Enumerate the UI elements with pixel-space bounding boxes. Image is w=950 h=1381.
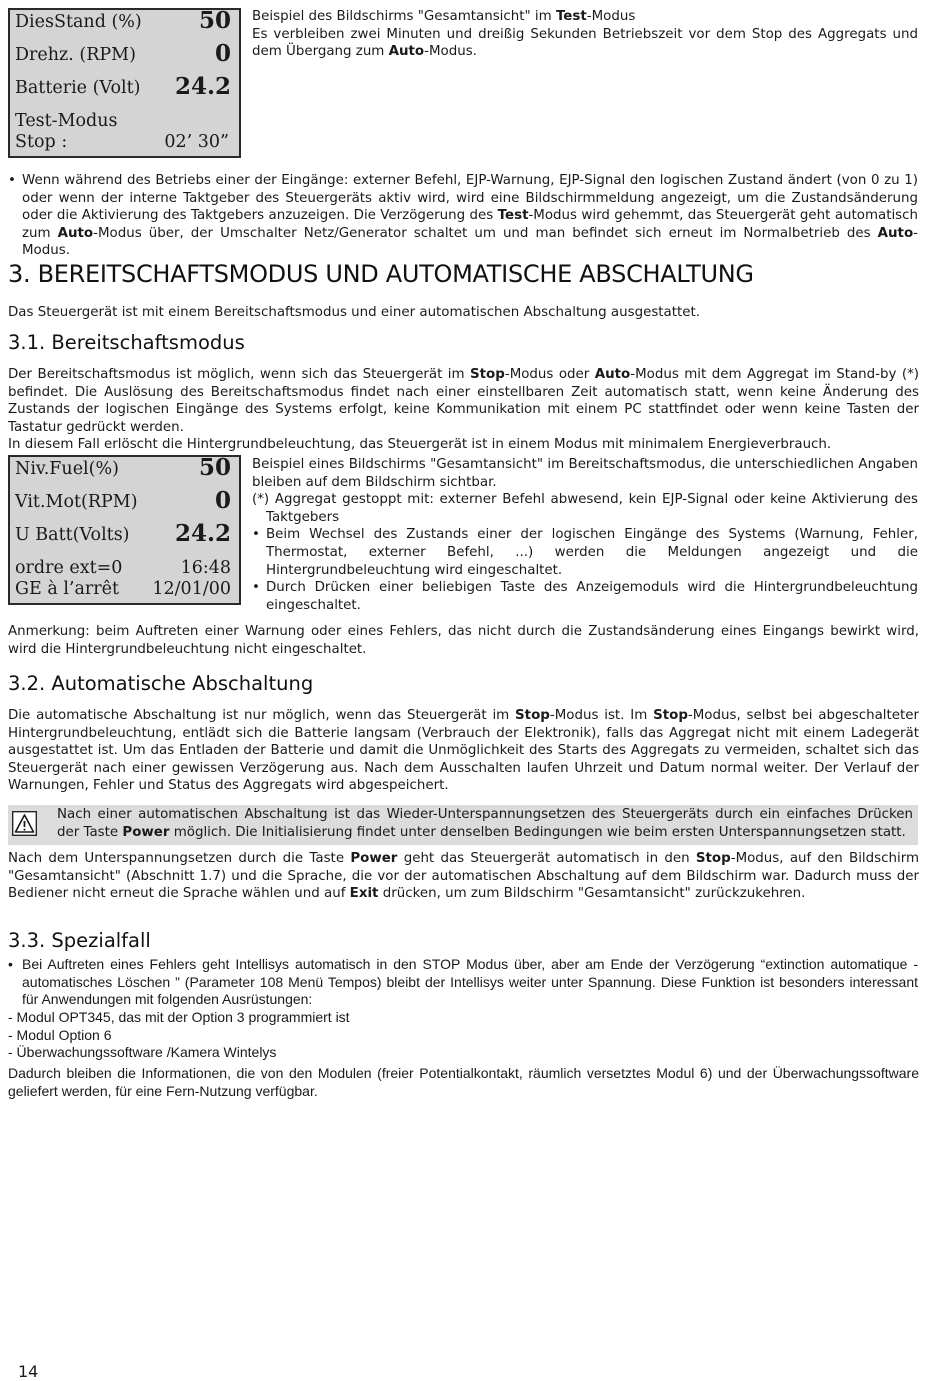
bullet-dot-icon: •: [8, 956, 13, 972]
bold-text: Power: [122, 824, 170, 840]
bold-text: Stop: [653, 708, 688, 723]
bold-text: Test: [497, 208, 529, 224]
caption-test-mode: [252, 8, 918, 61]
list-item: - Modul OPT345, das mit der Option 3 programmiert ist: [8, 1009, 350, 1025]
lcd-label: DiesStand (%): [15, 12, 142, 32]
remark-paragraph: Anmerkung: beim Auftreten einer Warnung oder eines Fehlers, das nicht durch die Zustandsänderung eines Eingangs bewirkt wird, wird die Hintergrundbeleuchtung nicht eingeschaltet.: [8, 624, 919, 657]
text: möglich. Die Initialisierung findet unter denselben Bedingungen wie beim ersten Unterspannungsetzen statt.: [169, 824, 906, 840]
text: Durch Drücken einer beliebigen Taste des Anzeigemoduls wird die Hintergrundbeleuchtung eingeschaltet.: [266, 580, 918, 613]
bullet-dot-icon: •: [252, 580, 260, 596]
text: -Modus, auf den Bildschirm "Gesamtansicht" (Abschnitt 1.7) und die Sprache, die vor der automatischen Abschaltung auf dem Bildschirm war. Dadurch muss der Bediener nicht erneut die Sprache wählen und auf: [8, 851, 920, 902]
section-3-2-paragraph-2: [8, 850, 919, 903]
page-number: 14: [18, 1362, 39, 1381]
lcd-value: 50: [198, 454, 231, 481]
lcd-display-test-mode: [8, 8, 241, 158]
text: In diesem Fall erlöscht die Hintergrundbeleuchtung, das Steuergerät ist in einem Modus mit minimalem Energieverbrauch.: [8, 437, 832, 453]
bullet-dot-icon: •: [252, 527, 260, 543]
lcd-label: U Batt(Volts): [15, 525, 130, 545]
lcd-stop-time: 02’ 30”: [164, 132, 229, 152]
section-3-heading: 3. BEREITSCHAFTSMODUS UND AUTOMATISCHE ABSCHALTUNG: [8, 260, 754, 288]
text: -Modus wird gehemmt, das Steuergerät geht automatisch zum: [22, 208, 918, 241]
section-3-1-paragraph: [8, 366, 919, 454]
lcd-value: 24.2: [174, 520, 231, 547]
warning-box: [8, 805, 918, 845]
lcd-value: 0: [214, 487, 231, 514]
caption-note: (*) Aggregat gestoppt mit: externer Befehl abwesend, kein EJP-Signal oder keine Aktivierung des Taktgebers: [252, 492, 918, 525]
bold-text: Auto: [57, 225, 94, 241]
lcd-mode: Test-Modus: [15, 111, 118, 131]
text: -Modus über, der Umschalter Netz/Generator schaltet um und man befindet sich erneut im Normalbetrieb des: [93, 225, 878, 241]
text: -Modus mit dem Aggregat im Stand-by (*) befindet. Die Auslösung des Bereitschaftsmodus findet nach einer einstellbaren Zeit automatisch statt, wenn keine Änderung des Zustands der logischen Eingänge des Systems erfolgt, keine Kommunikation mit einem PC stattfindet oder wenn keine Tasten der Tastatur gedrückt werden.: [8, 367, 919, 435]
lcd-stop-label: Stop :: [15, 132, 68, 152]
text: -Modus: [586, 9, 636, 24]
text: -Modus, selbst bei abgeschalteter Hintergrundbeleuchtung, entlädt sich die Batterie langsam (Verbrauch der Elektronik), falls das Aggregat nicht mit einem Ladegerät ausgestattet ist. Um das Entladen der Batterie und damit die Unmöglichkeit des Starts des Aggregats zu vermeiden, schaltet sich das Steuergerät nach einer gewissen Verzögerung aus. Nach dem Ausschalten laufen Uhrzeit und Datum normal weiter. Der Verlauf der Warnungen, Fehler und Status des Aggregats wird abgespeichert.: [8, 708, 919, 794]
section-3-3-closing: Dadurch bleiben die Informationen, die von den Modulen (freier Potentialkontakt, räumlich versetztes Modul 6) und der Überwachungssoftware geliefert werden, für eine Fern-Nutzung verfügbar.: [8, 1065, 919, 1099]
bold-text: Auto: [594, 367, 631, 382]
caption-bullet: [252, 579, 918, 614]
text: Nach dem Unterspannungsetzen durch die Taste: [8, 851, 351, 866]
list-item: - Überwachungssoftware /Kamera Wintelys: [8, 1044, 277, 1061]
text: Nach einer automatischen Abschaltung ist das Wieder-Unterspannungsetzen des Steuergeräts durch ein einfaches Drücken der Taste: [57, 807, 913, 840]
bullet-dot-icon: •: [8, 173, 16, 188]
lcd-value: 24.2: [174, 73, 231, 100]
warning-text: [57, 806, 913, 841]
section-3-1-heading: 3.1. Bereitschaftsmodus: [8, 331, 245, 354]
warning-triangle-icon: [12, 811, 37, 836]
lcd-label: Niv.Fuel(%): [15, 459, 119, 479]
text: Wenn während des Betriebs einer der Eingänge: externer Befehl, EJP-Warnung, EJP-Signal den logischen Zustand ändert (von 0 zu 1) oder wenn der interne Taktgeber des Steuergeräts aktiv wird, wird eine Bildschirmmeldung angezeigt, um die Zustandsänderung oder die Aktivierung des Taktgebers anzuzeigen. Die Verzögerung des: [22, 173, 918, 224]
caption-standby: [252, 456, 918, 614]
lcd-value: 50: [198, 7, 231, 34]
section-3-intro: Das Steuergerät ist mit einem Bereitschaftsmodus und einer automatischen Abschaltung ausgestattet.: [8, 305, 701, 320]
bold-text: Exit: [349, 886, 379, 902]
lcd-display-standby: [8, 455, 241, 605]
text: Beim Wechsel des Zustands einer der logischen Eingänge des Systems (Warnung, Fehler, Thermostat, externer Befehl, ...) werden die Meldungen angezeigt und die Hintergrundbeleuchtung wird eingeschaltet.: [266, 527, 918, 578]
text: Die automatische Abschaltung ist nur möglich, wenn das Steuergerät im: [8, 708, 516, 723]
text: drücken, um zum Bildschirm "Gesamtansicht" zurückzukehren.: [378, 886, 806, 902]
bold-text: Auto: [877, 225, 914, 241]
lcd-label: Batterie (Volt): [15, 78, 141, 98]
lcd-row-battery: [10, 520, 239, 557]
caption-line: [252, 26, 918, 61]
text: -Modus.: [424, 44, 477, 60]
lcd-time: 16:48: [180, 558, 231, 578]
lcd-row-fuel: [10, 454, 239, 491]
lcd-label: Vit.Mot(RPM): [15, 492, 138, 512]
lcd-label: GE à l’arrêt: [15, 579, 120, 599]
caption-bullet: [252, 526, 918, 579]
text: Beispiel des Bildschirms "Gesamtansicht" im: [252, 9, 556, 24]
lcd-label: Drehz. (RPM): [15, 45, 136, 65]
text: geht das Steuergerät automatisch in den: [397, 851, 696, 866]
lcd-row-status: [10, 581, 239, 611]
text: Bei Auftreten eines Fehlers geht Intellisys automatisch in den STOP Modus über, aber am Ende der Verzögerung “extinction automatique - automatisches Löschen ” (Parameter 108 Menü Tempos) bleibt der Intellisys weiter unter Spannung. Diese Funktion ist besonders interessant für Anwendungen mit folgenden Ausrüstungen:: [22, 956, 918, 1008]
lcd-row-stop: [10, 134, 239, 164]
section-3-3-bullet: [8, 956, 918, 1009]
bullet-paragraph-input-change: [8, 172, 918, 260]
lcd-label: ordre ext=0: [15, 558, 123, 578]
bold-text: Stop: [515, 708, 550, 723]
bold-text: Test: [555, 9, 587, 24]
text: Es verbleiben zwei Minuten und dreißig Sekunden Betriebszeit vor dem Stop des Aggregats und dem Übergang zum: [252, 26, 918, 60]
lcd-date: 12/01/00: [152, 579, 231, 599]
lcd-row-battery: [10, 73, 239, 110]
bold-text: Auto: [388, 44, 425, 60]
section-3-3-heading: 3.3. Spezialfall: [8, 929, 151, 952]
text: -Modus oder: [504, 367, 595, 382]
bold-text: Stop: [470, 367, 505, 382]
section-3-2-heading: 3.2. Automatische Abschaltung: [8, 672, 314, 695]
text: Der Bereitschaftsmodus ist möglich, wenn sich das Steuergerät im: [8, 367, 471, 382]
lcd-value: 0: [214, 40, 231, 67]
section-3-2-paragraph: [8, 707, 919, 795]
caption-line: [252, 8, 918, 26]
caption-intro: Beispiel eines Bildschirms "Gesamtansicht" im Bereitschaftsmodus, die unterschiedlichen Angaben bleiben auf dem Bildschirm sichtbar.: [252, 457, 918, 490]
text: -Modus ist. Im: [549, 708, 654, 723]
lcd-row-fuel: [10, 7, 239, 44]
bold-text: Stop: [695, 851, 731, 866]
list-item: - Modul Option 6: [8, 1026, 112, 1043]
bold-text: Power: [350, 851, 398, 866]
equipment-list: [8, 1009, 350, 1062]
text: -Modus.: [22, 225, 918, 259]
